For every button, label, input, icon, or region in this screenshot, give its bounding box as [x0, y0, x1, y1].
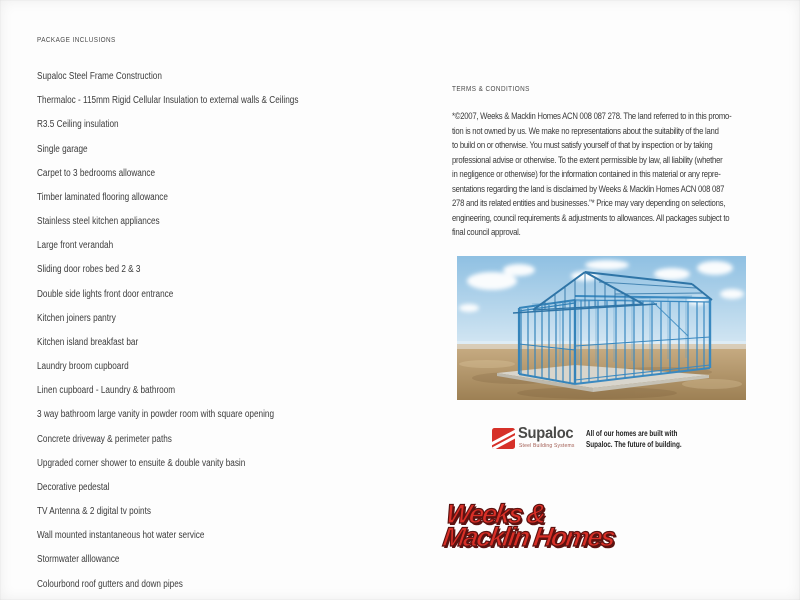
terms-line: sentations regarding the land is disclaimed by Weeks & Macklin Homes ACN 008 087 — [452, 183, 725, 194]
package-inclusion-item: R3.5 Ceiling insulation — [37, 119, 119, 131]
package-inclusion-item: Stainless steel kitchen appliances — [37, 216, 160, 228]
package-inclusion-item: Stormwater alllowance — [37, 554, 120, 566]
package-inclusion-item: Kitchen joiners pantry — [37, 312, 116, 324]
terms-line: to build on or otherwise. You must satisfy yourself of that by inspection or by taking — [452, 140, 713, 151]
terms-conditions-heading: TERMS & CONDITIONS — [452, 84, 530, 93]
supaloc-brand-text: Supaloc — [518, 425, 574, 442]
package-inclusion-item: Supaloc Steel Frame Construction — [37, 71, 162, 82]
terms-line: *©2007, Weeks & Macklin Homes ACN 008 087 278. The land referred to in this promo- — [452, 111, 732, 121]
supaloc-brand-subtext: Steel Building Systems — [519, 443, 575, 449]
package-inclusion-item: Concrete driveway & perimeter paths — [37, 433, 172, 445]
package-inclusion-item: 3 way bathroom large vanity in powder room with square opening — [37, 409, 275, 421]
package-inclusion-item: Timber laminated flooring allowance — [37, 191, 168, 203]
weeks-macklin-homes-logo — [440, 499, 618, 552]
package-inclusion-item: Wall mounted instantaneous hot water service — [37, 530, 205, 542]
terms-line: in negligence or otherwise) for the information contained in this material or any repre- — [452, 169, 721, 180]
terms-conditions-text — [452, 109, 731, 240]
terms-line: 278 and its related entities and businesses."* Price may vary depending on selections, — [452, 198, 726, 209]
supaloc-tagline — [586, 428, 682, 450]
package-inclusion-item: Thermaloc - 115mm Rigid Cellular Insulation to external walls & Ceilings — [37, 95, 299, 107]
supaloc-tagline-line2: Supaloc. The future of building. — [586, 439, 682, 449]
supaloc-logo-icon — [492, 428, 515, 449]
package-inclusion-item: Decorative pedestal — [37, 481, 110, 493]
package-inclusion-item: Single garage — [37, 143, 88, 155]
terms-line: tion is not owned by us. We make no representations about the suitability of the land — [452, 125, 719, 136]
package-inclusion-item: TV Antenna & 2 digital tv points — [37, 506, 151, 518]
package-inclusion-item: Colourbond roof gutters and down pipes — [37, 578, 183, 590]
weeks-macklin-logo-line1: Weeks & — [444, 499, 547, 529]
package-inclusion-item: Linen cupboard - Laundry & bathroom — [37, 385, 176, 397]
package-inclusion-item: Sliding door robes bed 2 & 3 — [37, 264, 141, 276]
package-inclusions-heading: PACKAGE INCLUSIONS — [37, 35, 116, 44]
steel-frame-house-photo — [457, 256, 746, 400]
terms-line: final council approval. — [452, 227, 521, 238]
package-inclusion-item: Double side lights front door entrance — [37, 288, 174, 300]
package-inclusion-item: Carpet to 3 bedrooms allowance — [37, 167, 156, 179]
package-inclusion-item: Kitchen island breakfast bar — [37, 336, 139, 348]
package-inclusions-list — [37, 71, 356, 600]
package-inclusion-item: Upgraded corner shower to ensuite & double vanity basin — [37, 457, 246, 469]
package-inclusion-item: Laundry broom cupboard — [37, 361, 129, 373]
terms-line: engineering, council requirements & adjustments to allowances. All packages subject to — [452, 212, 730, 223]
terms-line: professional advise or otherwise. To the extent permissible by law, all liability (whether — [452, 154, 723, 165]
steel-frame-illustration — [457, 256, 746, 400]
weeks-macklin-logo-line2: Macklin Homes — [440, 522, 616, 552]
package-inclusion-item: Large front verandah — [37, 240, 114, 252]
supaloc-tagline-line1: All of our homes are built with — [586, 428, 678, 438]
